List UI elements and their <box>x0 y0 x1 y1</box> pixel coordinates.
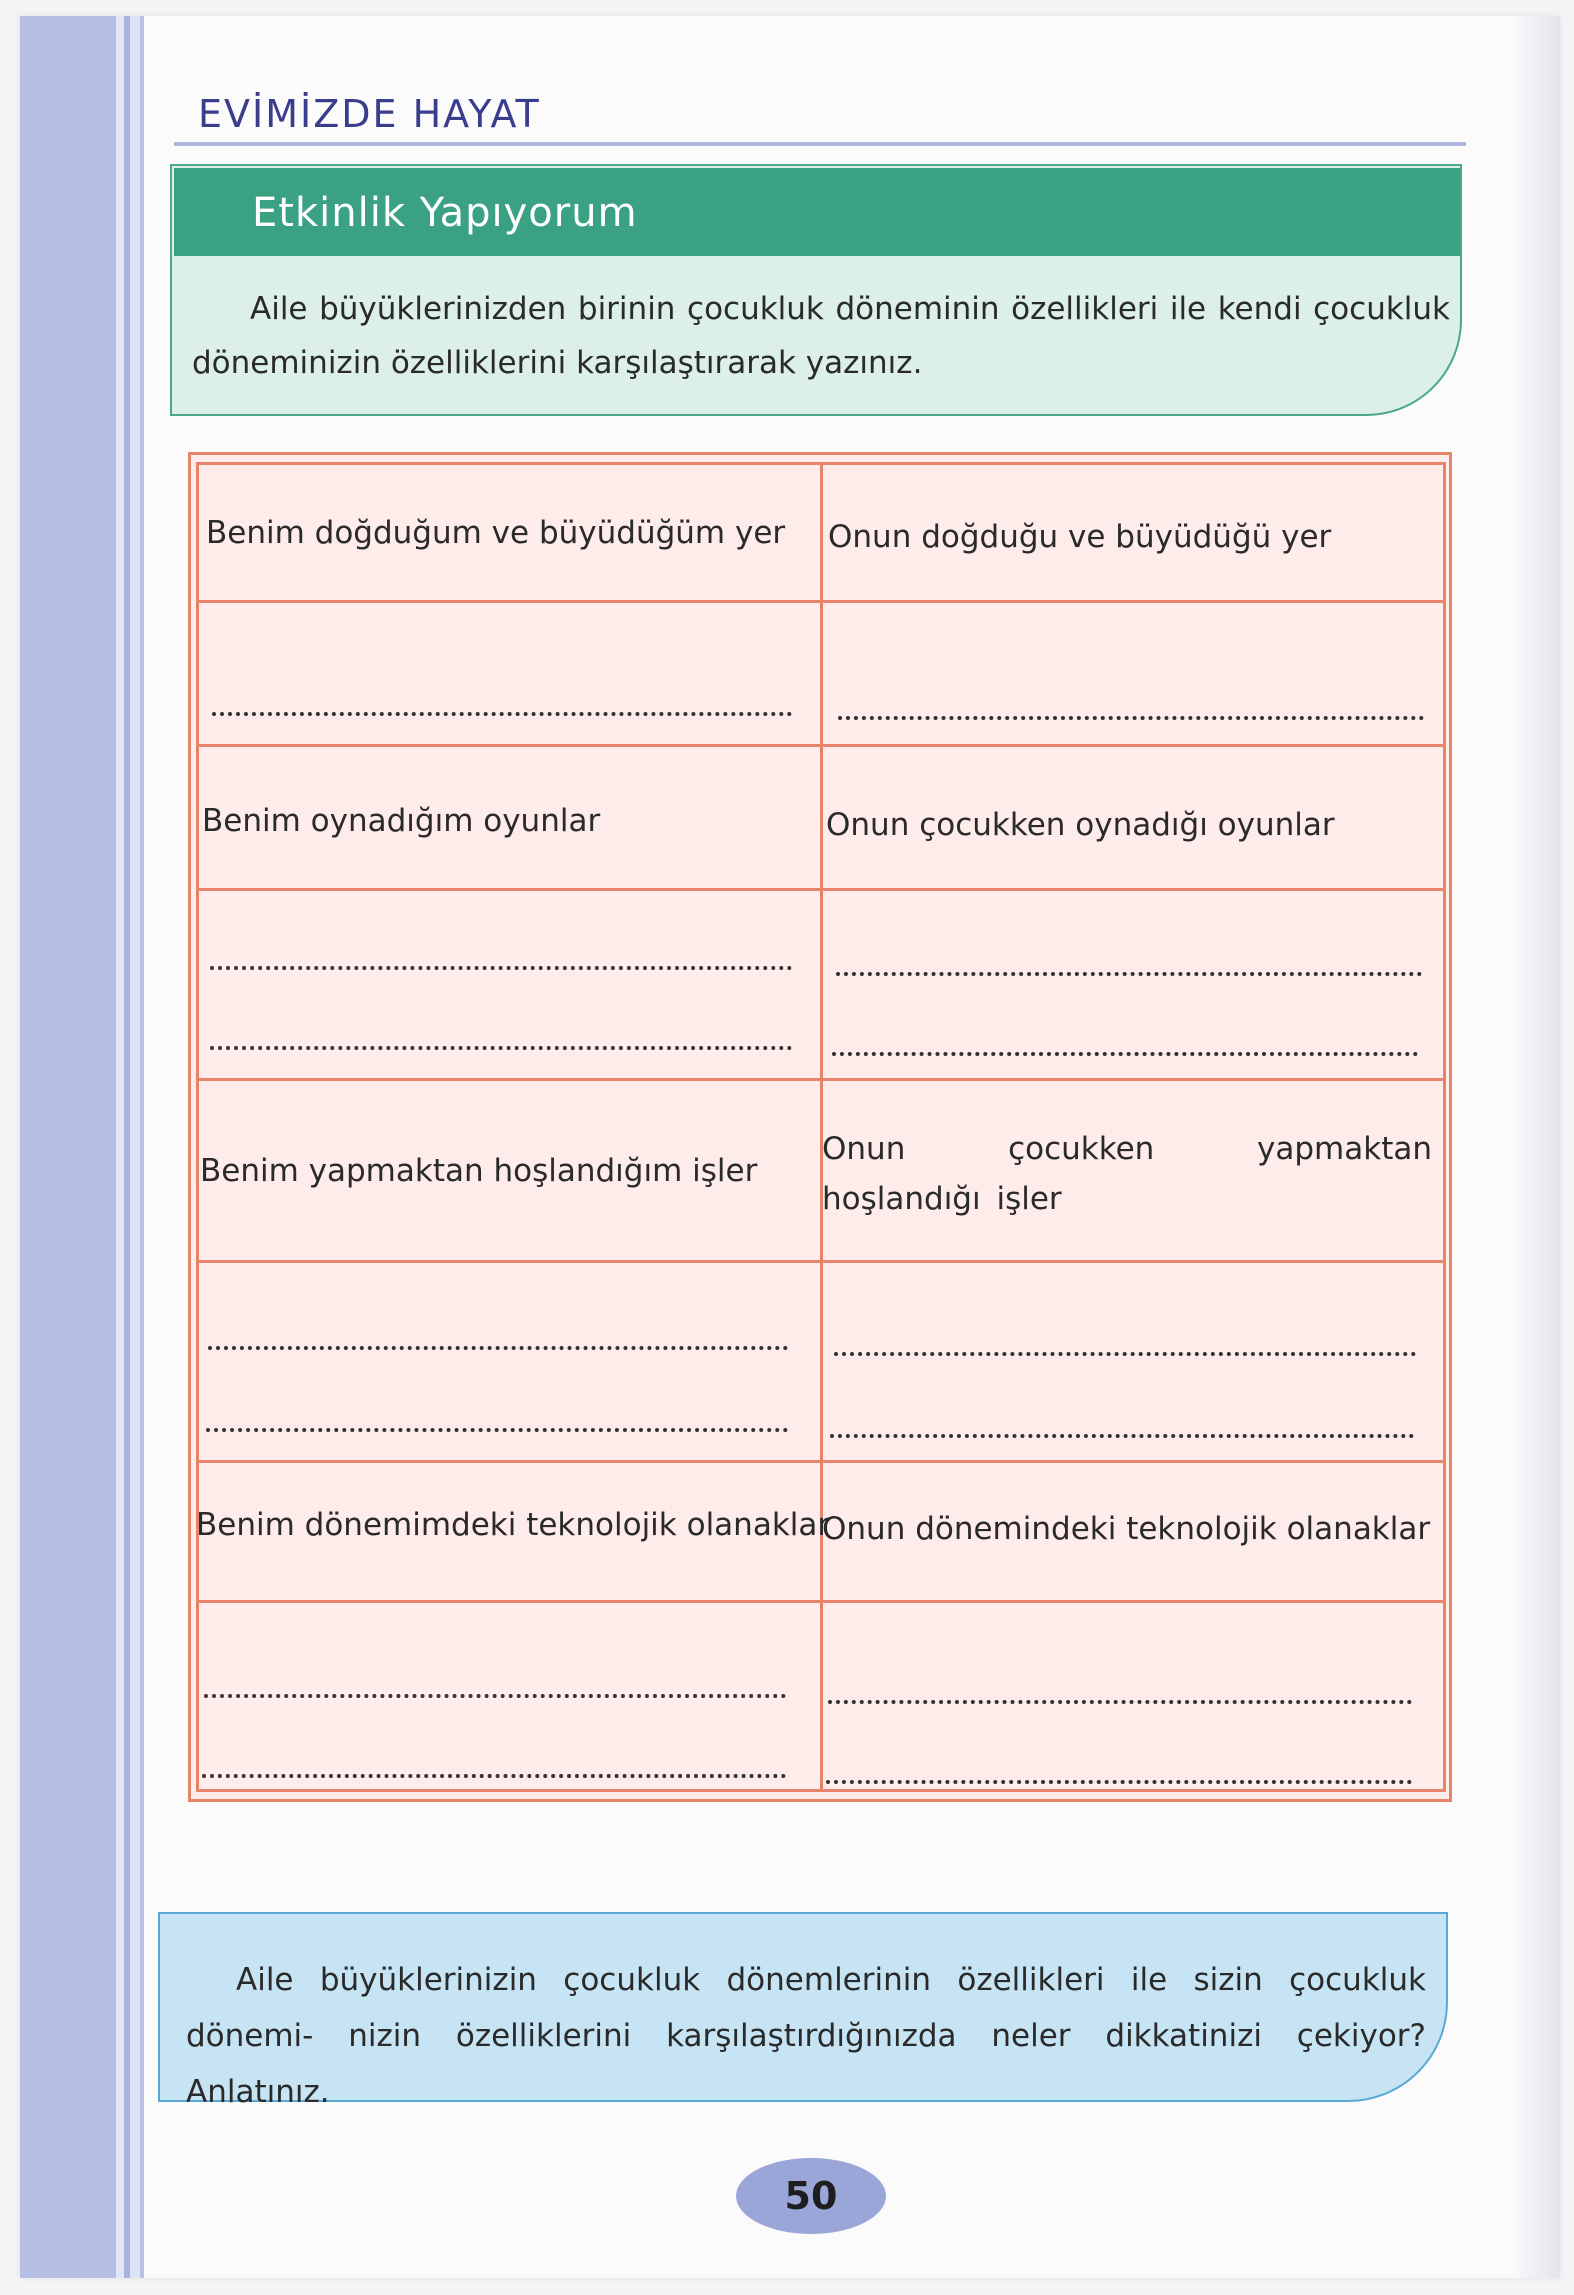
side-stripe <box>20 16 116 2278</box>
answer-line[interactable] <box>838 716 1424 720</box>
answer-line[interactable] <box>828 1700 1412 1704</box>
side-stripe-line <box>130 16 140 2278</box>
answer-line[interactable] <box>836 972 1422 976</box>
header-divider <box>174 142 1466 146</box>
answer-line[interactable] <box>210 1046 792 1050</box>
page-number: 50 <box>784 2174 838 2218</box>
activity-instruction: Aile büyüklerinizden birinin çocukluk döneminin özellikleri ile kendi çocukluk döneminizin özelliklerini karşılaştırarak yazınız. <box>192 291 1450 381</box>
activity-title: Etkinlik Yapıyorum <box>252 190 638 236</box>
table-cell-left-2: Benim oynadığım oyunlar <box>202 803 601 839</box>
table-cell-left-4: Benim dönemimdeki teknolojik olanaklar <box>196 1507 831 1543</box>
table-cell-left-1: Benim doğduğum ve büyüdüğüm yer <box>206 515 786 551</box>
table-row-divider <box>196 1078 1446 1081</box>
table-row-divider <box>196 1260 1446 1263</box>
answer-line[interactable] <box>206 1428 788 1432</box>
answer-line[interactable] <box>212 712 792 716</box>
table-row-divider <box>196 888 1446 891</box>
page-fold-shadow <box>1510 16 1560 2278</box>
table-row-divider <box>196 600 1446 603</box>
side-stripe-line <box>116 16 124 2278</box>
table-row-divider <box>196 1600 1446 1603</box>
answer-line[interactable] <box>834 1352 1416 1356</box>
answer-line[interactable] <box>202 1774 786 1778</box>
table-row-divider <box>196 1460 1446 1463</box>
table-cell-right-3: Onun çocukken yapmaktan hoşlandığı işler <box>822 1131 1432 1217</box>
table-row-divider <box>196 744 1446 747</box>
answer-line[interactable] <box>830 1434 1414 1438</box>
question-text: Aile büyüklerinizin çocukluk dönemlerinin özellikleri ile sizin çocukluk dönemi- nizin özelliklerini karşılaştırdığınızda neler dikkatinizi çekiyor? Anlatınız. <box>186 1962 1426 2110</box>
answer-line[interactable] <box>210 966 792 970</box>
page-header-title: EVİMİZDE HAYAT <box>198 92 541 136</box>
table-cell-left-3: Benim yapmaktan hoşlandığım işler <box>200 1153 758 1189</box>
table-cell-right-1: Onun doğduğu ve büyüdüğü yer <box>828 519 1332 555</box>
answer-line[interactable] <box>204 1694 786 1698</box>
answer-line[interactable] <box>208 1346 788 1350</box>
answer-line[interactable] <box>826 1780 1412 1784</box>
answer-line[interactable] <box>832 1052 1418 1056</box>
side-stripe-line <box>140 16 144 2278</box>
table-cell-right-2: Onun çocukken oynadığı oyunlar <box>826 807 1335 843</box>
table-cell-right-4: Onun dönemindeki teknolojik olanaklar <box>822 1511 1431 1547</box>
